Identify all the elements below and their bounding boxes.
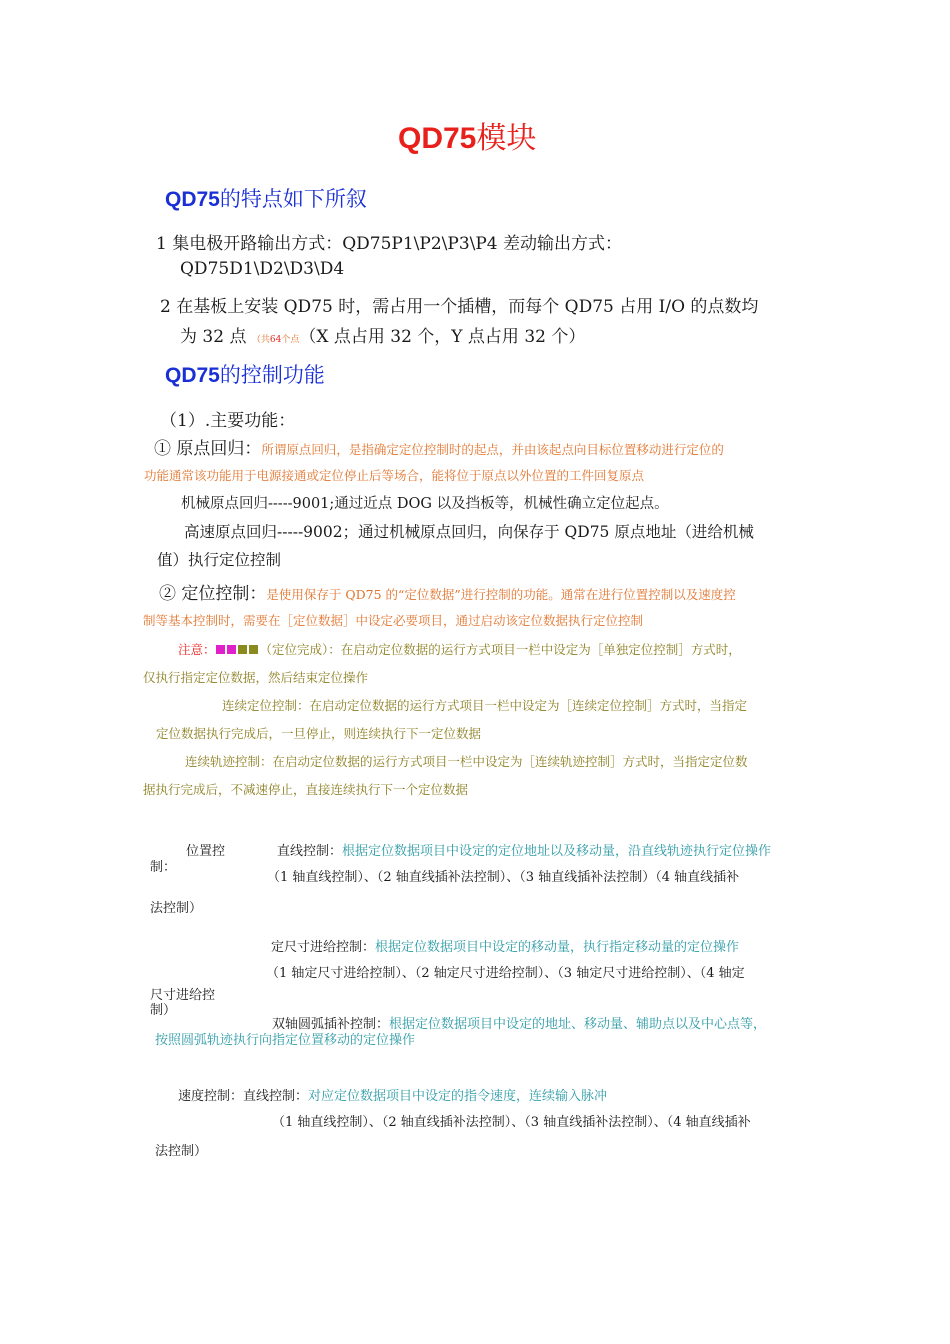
- section2-heading-suffix: 的控制功能: [219, 363, 325, 387]
- position-control-label: 位置控: [186, 844, 226, 859]
- positioning-control-line: [159, 579, 736, 604]
- title-suffix: 模块: [476, 121, 537, 156]
- square-icon: [238, 645, 247, 654]
- section2-heading-prefix: QD75: [165, 364, 220, 387]
- section1-heading: [165, 183, 367, 213]
- item2-note: （共64个点: [251, 335, 300, 345]
- positioning-control-label: ② 定位控制：: [159, 584, 267, 604]
- fixed-feed-line: [271, 936, 739, 955]
- linear-control-axes: （1 轴直线控制）、（2 轴直线插补法控制）、（3 轴直线插补法控制）（4 轴直线插补: [267, 870, 740, 885]
- page-title: [398, 113, 536, 157]
- title-prefix: QD75: [398, 122, 477, 155]
- arc-interp-desc-cont: 按照圆弧轨迹执行向指定位置移动的定位操作: [155, 1033, 416, 1048]
- linear-control-label: 直线控制：: [277, 844, 343, 859]
- positioning-control-desc-cont: 制等基本控制时，需要在［定位数据］中设定必要项目，通过启动该定位数据执行定位控制: [143, 613, 644, 628]
- speed-control-axes: （1 轴直线控制）、（2 轴直线插补法控制）、（3 轴直线插补法控制）、（4 轴直线插补: [272, 1115, 751, 1130]
- feature-item-2: 2 在基板上安装 QD75 时，需占用一个插槽，而每个 QD75 占用 I/O 的点数均: [160, 297, 759, 317]
- linear-control-desc: 根据定位数据项目中设定的定位地址以及移动量，沿直线轨迹执行定位操作: [342, 844, 772, 859]
- section1-heading-suffix: 的特点如下所叙: [219, 187, 367, 211]
- mechanical-origin-return: 机械原点回归-----9001;通过近点 DOG 以及挡板等，机械性确立定位起点。: [181, 496, 669, 512]
- continuous-path: 连续轨迹控制：在启动定位数据的运行方式项目一栏中设定为［连续轨迹控制］方式时，当指定定位数: [185, 754, 748, 769]
- origin-return-desc: 所谓原点回归，是指确定定位控制时的起点，并由该起点向目标位置移动进行定位的: [261, 442, 724, 457]
- arc-interp-desc: 根据定位数据项目中设定的地址、移动量、辅助点以及中心点等，: [389, 1017, 767, 1032]
- continuous-positioning-cont: 定位数据执行完成后，一旦停止，则连续执行下一定位数据: [156, 726, 482, 741]
- origin-return-label: ① 原点回归：: [154, 439, 262, 459]
- arc-interp-label: 双轴圆弧插补控制：: [272, 1017, 390, 1032]
- speed-control-line: [178, 1085, 607, 1104]
- positioning-control-desc: 是使用保存于 QD75 的“定位数据”进行控制的功能。通常在进行位置控制以及速度控: [266, 587, 736, 602]
- note-label: 注意：: [178, 642, 216, 657]
- fixed-feed-axes-cont: 尺寸进给控: [150, 988, 216, 1003]
- square-icon: [216, 645, 225, 654]
- item2-count: 为 32 点: [180, 327, 247, 347]
- feature-item-1-cont: QD75D1\D2\D3\D4: [180, 259, 345, 279]
- section1-heading-prefix: QD75: [165, 188, 220, 211]
- fixed-feed-axes-cont2: 制）: [150, 1003, 177, 1018]
- fixed-feed-axes: （1 轴定尺寸进给控制）、（2 轴定尺寸进给控制）、（3 轴定尺寸进给控制）、（4 轴定: [266, 966, 745, 981]
- linear-control-axes-cont: 法控制）: [150, 901, 203, 916]
- note-desc-cont: 仅执行指定定位数据，然后结束定位操作: [143, 670, 369, 685]
- speed-control-axes-cont: 法控制）: [155, 1144, 208, 1159]
- fixed-feed-desc: 根据定位数据项目中设定的移动量，执行指定移动量的定位操作: [375, 940, 740, 955]
- square-icon: [249, 645, 258, 654]
- feature-item-1: 1 集电极开路输出方式：QD75P1\P2\P3\P4 差动输出方式：: [156, 234, 623, 254]
- item2-detail: （X 点占用 32 个，Y 点占用 32 个）: [299, 327, 586, 347]
- linear-control-line: [277, 840, 771, 859]
- origin-return-desc-cont: 功能通常该功能用于电源接通或定位停止后等场合，能将位于原点以外位置的工件回复原点: [144, 468, 645, 483]
- fixed-feed-label: 定尺寸进给控制：: [271, 940, 376, 955]
- feature-item-2-cont: [180, 322, 585, 347]
- speed-control-label: 速度控制：直线控制：: [178, 1089, 309, 1104]
- continuous-positioning: 连续定位控制：在启动定位数据的运行方式项目一栏中设定为［连续定位控制］方式时，当指定: [222, 698, 748, 713]
- high-speed-origin-return: 高速原点回归-----9002；通过机械原点回归，向保存于 QD75 原点地址（进给机械: [184, 523, 754, 541]
- continuous-path-cont: 据执行完成后，不减速停止，直接连续执行下一个定位数据: [143, 782, 469, 797]
- position-control-label-cont: 制：: [150, 860, 177, 875]
- note-squares: [216, 642, 260, 657]
- high-speed-origin-return-cont: 值）执行定位控制: [157, 551, 282, 569]
- note-line: [178, 640, 741, 658]
- origin-return-line: [154, 434, 724, 459]
- speed-control-desc: 对应定位数据项目中设定的指令速度，连续输入脉冲: [308, 1089, 608, 1104]
- main-functions-label: （1）.主要功能：: [160, 411, 296, 431]
- square-icon: [227, 645, 236, 654]
- note-desc: （定位完成）：在启动定位数据的运行方式项目一栏中设定为［单独定位控制］方式时，: [259, 642, 741, 657]
- section2-heading: [165, 359, 325, 389]
